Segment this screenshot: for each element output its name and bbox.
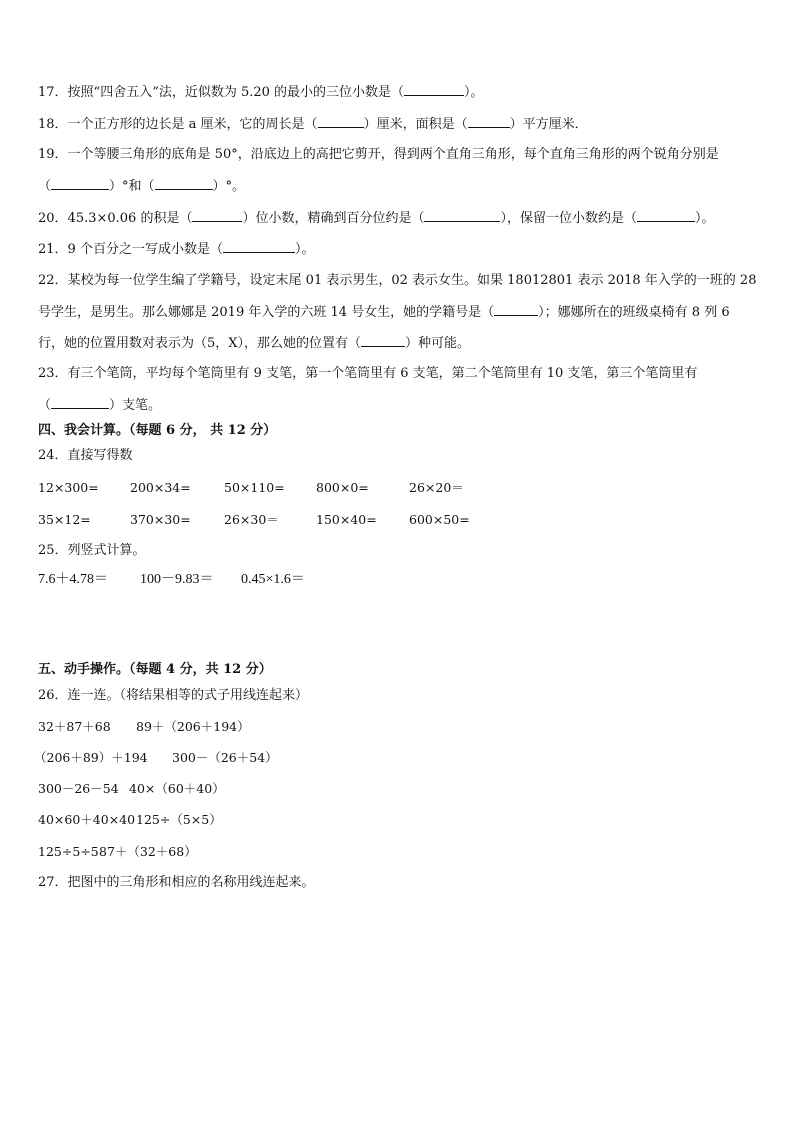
match-left-item[interactable]: 32＋87＋68 <box>38 719 111 734</box>
answer-blank[interactable] <box>318 116 364 128</box>
question-22-line3: 行，她的位置用数对表示为（5，X），那么她的位置有（ ）种可能。 <box>38 336 471 351</box>
calc-item: 200×34= <box>130 480 191 495</box>
match-left-item[interactable]: （206＋89）＋194 <box>34 750 148 765</box>
answer-blank[interactable] <box>51 178 109 190</box>
calc-item: 35×12= <box>38 512 91 527</box>
vertical-calc-item: 0.45×1.6＝ <box>241 572 305 587</box>
answer-blank[interactable] <box>468 116 510 128</box>
match-right-item[interactable]: 89＋（206＋194） <box>136 719 250 734</box>
answer-blank[interactable] <box>404 84 464 96</box>
question-22-line2: 号学生，是男生。那么娜娜是 2019 年入学的六班 14 号女生，她的学籍号是（ ）；娜娜所在的班级桌椅有 8 列 6 <box>38 305 730 320</box>
answer-blank[interactable] <box>155 178 213 190</box>
match-right-item[interactable]: 40×（60＋40） <box>129 781 225 796</box>
calc-item: 370×30= <box>130 512 191 527</box>
question-27-title: 27．把图中的三角形和相应的名称用线连起来。 <box>38 875 315 890</box>
question-23-line1: 23．有三个笔筒，平均每个笔筒里有 9 支笔，第一个笔筒里有 6 支笔，第二个笔筒里有 10 支笔，第三个笔筒里有 <box>38 366 698 381</box>
match-left-item[interactable]: 40×60＋40×40 <box>38 812 136 827</box>
calc-item: 12×300= <box>38 480 99 495</box>
question-26-title: 26．连一连。（将结果相等的式子用线连起来） <box>38 688 309 703</box>
answer-blank[interactable] <box>361 335 405 347</box>
match-left-item[interactable]: 125÷5÷5 <box>38 844 99 859</box>
match-right-item[interactable]: 125÷（5×5） <box>136 812 222 827</box>
calc-item: 26×30＝ <box>224 512 279 527</box>
answer-blank[interactable] <box>192 210 242 222</box>
question-17: 17．按照“四舍五入”法，近似数为 5.20 的最小的三位小数是（ ）。 <box>38 85 484 100</box>
calc-item: 26×20＝ <box>409 480 464 495</box>
question-22-line1: 22．某校为每一位学生编了学籍号，设定末尾 01 表示男生，02 表示女生。如果 18012801 表示 2018 年入学的一班的 28 <box>38 273 757 288</box>
answer-blank[interactable] <box>223 241 295 253</box>
match-right-item[interactable]: 300－（26＋54） <box>172 750 278 765</box>
calc-item: 150×40= <box>316 512 377 527</box>
section-4-heading: 四、我会计算。（每题 6 分， 共 12 分） <box>38 423 277 438</box>
section-5-heading: 五、动手操作。（每题 4 分，共 12 分） <box>38 662 272 677</box>
question-24-title: 24．直接写得数 <box>38 448 133 463</box>
calc-item: 50×110= <box>224 480 285 495</box>
answer-blank[interactable] <box>424 210 500 222</box>
calc-item: 600×50= <box>409 512 470 527</box>
answer-blank[interactable] <box>494 304 538 316</box>
match-right-item[interactable]: 87＋（32＋68） <box>99 844 197 859</box>
question-20: 20．45.3×0.06 的积是（ ）位小数，精确到百分位约是（ ），保留一位小数约是（ ）。 <box>38 211 715 226</box>
vertical-calc-item: 7.6＋4.78＝ <box>38 572 108 587</box>
match-left-item[interactable]: 300－26－54 <box>38 781 119 796</box>
question-19-line1: 19．一个等腰三角形的底角是 50°，沿底边上的高把它剪开，得到两个直角三角形，每个直角三角形的两个锐角分别是 <box>38 147 719 162</box>
question-21: 21．9 个百分之一写成小数是（ ）。 <box>38 242 315 257</box>
calc-item: 800×0= <box>316 480 369 495</box>
question-25-title: 25．列竖式计算。 <box>38 543 146 558</box>
question-19-line2: （ ）°和（ ）°。 <box>38 179 246 194</box>
question-18: 18．一个正方形的边长是 a 厘米，它的周长是（ ）厘米，面积是（ ）平方厘米． <box>38 117 588 132</box>
answer-blank[interactable] <box>51 397 109 409</box>
answer-blank[interactable] <box>637 210 695 222</box>
vertical-calc-item: 100－9.83＝ <box>140 572 214 587</box>
question-23-line2: （ ）支笔。 <box>38 398 162 413</box>
